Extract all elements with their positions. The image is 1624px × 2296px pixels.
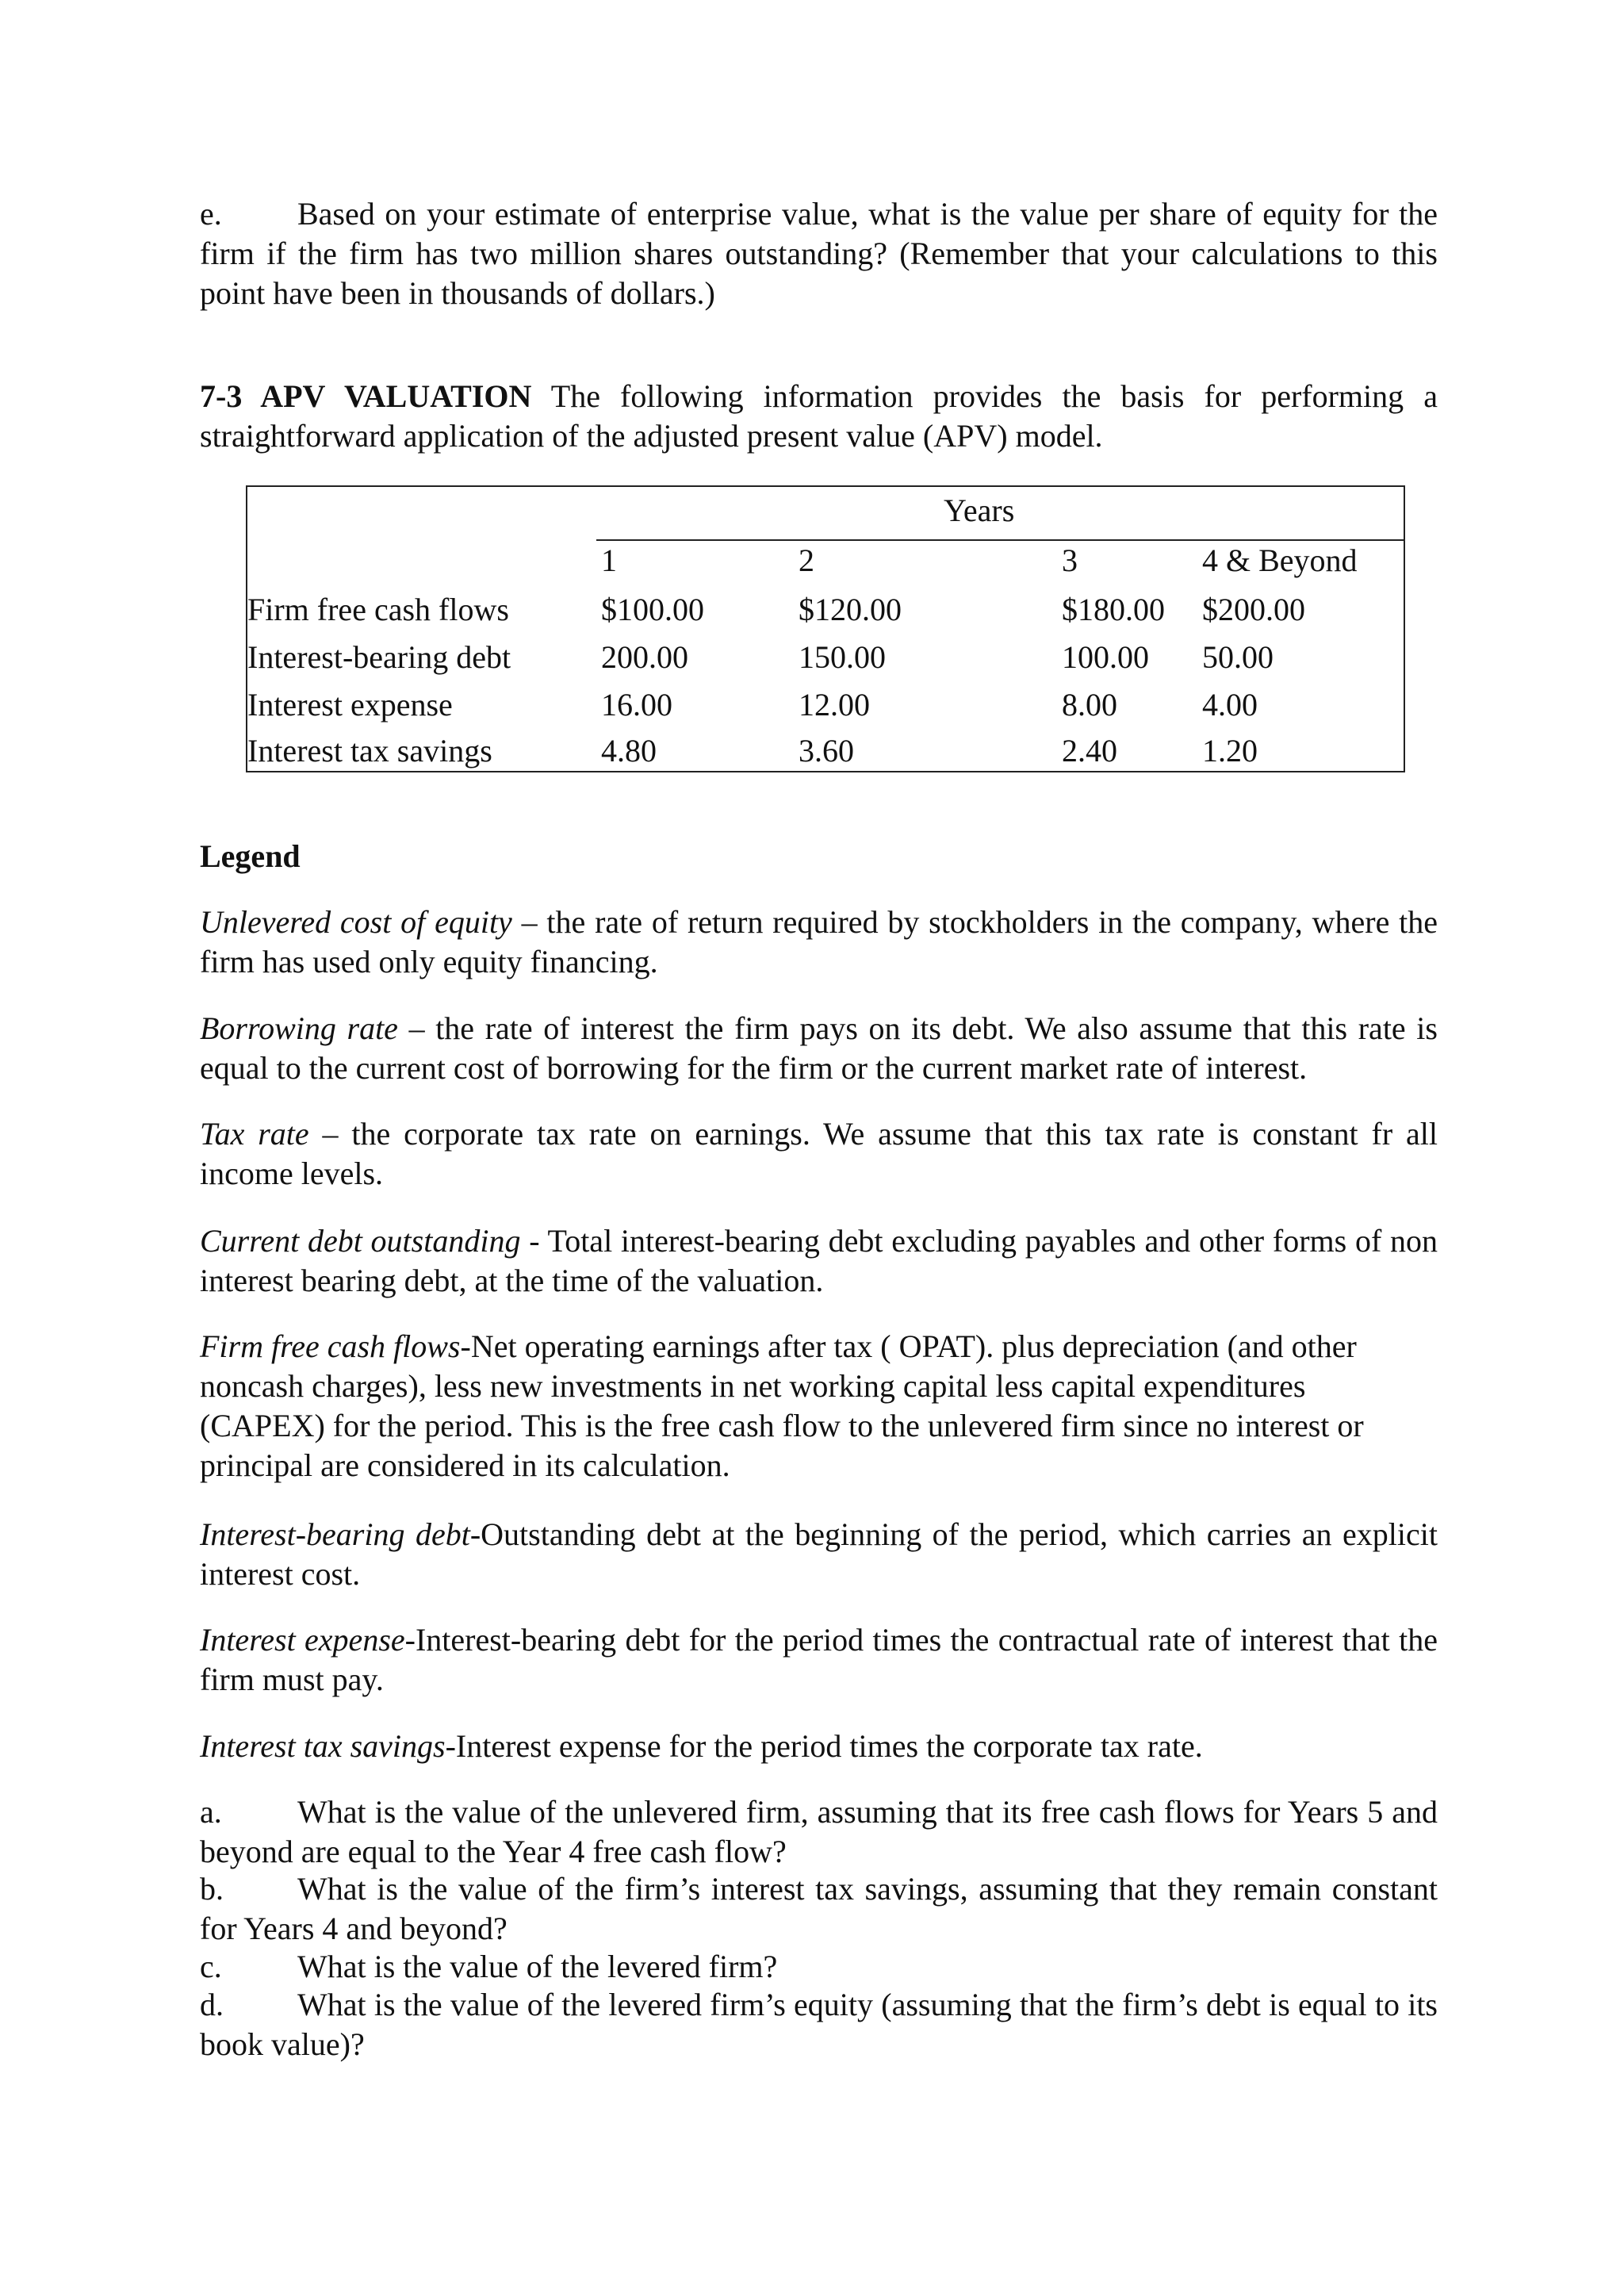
question-marker: c. (200, 1949, 222, 1984)
question-marker: a. (200, 1794, 222, 1830)
column-header-4: 4 & Beyond (1202, 542, 1358, 578)
column-header-2: 2 (799, 542, 814, 578)
legend-definition: -Net operating earnings after tax ( OPAT). plus depreciation (and other noncash charges), less new investments in net working capital less capital expenditures (CAPEX) for the period. This is the free cash flow to the unlevered firm since no interest or principal are considered in its calculation. (200, 1328, 1364, 1483)
table-cell: 2.40 (1062, 733, 1117, 769)
legend-definition: -Interest-bearing debt for the period times the contractual rate of interest that the firm must pay. (200, 1622, 1438, 1697)
question-marker: d. (200, 1987, 224, 2022)
table-cell: 100.00 (1062, 639, 1149, 675)
question-a (200, 1792, 1438, 1872)
table-cell: 50.00 (1202, 639, 1274, 675)
table-cell: 200.00 (601, 639, 688, 675)
table-cell: 3.60 (799, 733, 854, 769)
legend-term: Interest tax savings (200, 1728, 446, 1764)
table-cell: $200.00 (1202, 592, 1305, 627)
table-cell: 1.20 (1202, 733, 1258, 769)
years-header: Years (944, 493, 1015, 528)
legend-term: Borrowing rate (200, 1010, 398, 1046)
legend-term: Tax rate (200, 1116, 309, 1152)
legend-item (200, 1221, 1438, 1301)
table-cell: $180.00 (1062, 592, 1165, 627)
legend-item (200, 1727, 1438, 1766)
legend-definition: – the corporate tax rate on earnings. We assume that this tax rate is constant fr all income levels. (200, 1116, 1438, 1191)
legend-title: Legend (200, 838, 301, 874)
table-cell: 16.00 (601, 687, 672, 723)
legend-item (200, 1327, 1438, 1485)
question-text: What is the value of the firm’s interest tax savings, assuming that they remain constant for Years 4 and beyond? (200, 1871, 1438, 1946)
question-e (200, 194, 1438, 313)
legend-item (200, 1620, 1438, 1700)
legend-item (200, 903, 1438, 982)
column-header-3: 3 (1062, 542, 1078, 578)
question-marker: e. (200, 196, 222, 232)
question-c (200, 1947, 1438, 1987)
legend-definition: – the rate of return required by stockholders in the company, where the firm has used only equity financing. (200, 904, 1438, 979)
row-label-debt: Interest-bearing debt (247, 639, 511, 675)
legend-term: Unlevered cost of equity (200, 904, 512, 940)
question-text: What is the value of the levered firm? (297, 1949, 778, 1984)
table-cell: 150.00 (799, 639, 886, 675)
legend-item (200, 1515, 1438, 1594)
question-text: What is the value of the levered firm’s equity (assuming that the firm’s debt is equal to its book value)? (200, 1987, 1438, 2062)
table-cell: 12.00 (799, 687, 870, 723)
legend-definition: - Total interest-bearing debt excluding payables and other forms of non interest bearing debt, at the time of the valuation. (200, 1223, 1438, 1298)
apv-data-table (246, 485, 1405, 772)
table-cell: $120.00 (799, 592, 902, 627)
question-b (200, 1869, 1438, 1949)
problem-intro: The following information provides the basis for performing a straightforward application of the adjusted present value (APV) model. (200, 378, 1438, 454)
legend-term: Firm free cash flows (200, 1328, 461, 1364)
table-cell: 4.00 (1202, 687, 1258, 723)
problem-title: 7-3 APV VALUATION (200, 378, 532, 414)
question-d (200, 1985, 1438, 2064)
legend-definition: -Interest expense for the period times the corporate tax rate. (445, 1728, 1203, 1764)
row-label-tax-savings: Interest tax savings (247, 733, 492, 769)
legend-definition: – the rate of interest the firm pays on its debt. We also assume that this rate is equal to the current cost of borrowing for the firm or the current market rate of interest. (200, 1010, 1438, 1086)
table-cell: 4.80 (601, 733, 657, 769)
legend-definition: -Outstanding debt at the beginning of the period, which carries an explicit interest cost. (200, 1516, 1438, 1592)
row-label-ffcf: Firm free cash flows (247, 592, 509, 627)
question-text: What is the value of the unlevered firm, assuming that its free cash flows for Years 5 and beyond are equal to the Year 4 free cash flow? (200, 1794, 1438, 1869)
column-header-1: 1 (601, 542, 617, 578)
legend-item (200, 1009, 1438, 1088)
legend-item (200, 1114, 1438, 1194)
problem-heading (200, 377, 1438, 456)
table-cell: $100.00 (601, 592, 704, 627)
question-text: Based on your estimate of enterprise value, what is the value per share of equity for the firm if the firm has two million shares outstanding? (Remember that your calculations to this point have been in thousands of dollars.) (200, 196, 1438, 311)
question-marker: b. (200, 1871, 224, 1907)
table-cell: 8.00 (1062, 687, 1117, 723)
legend-term: Interest expense (200, 1622, 405, 1658)
legend-term: Interest-bearing debt (200, 1516, 470, 1552)
legend-term: Current debt outstanding (200, 1223, 521, 1259)
row-label-interest-expense: Interest expense (247, 687, 453, 723)
